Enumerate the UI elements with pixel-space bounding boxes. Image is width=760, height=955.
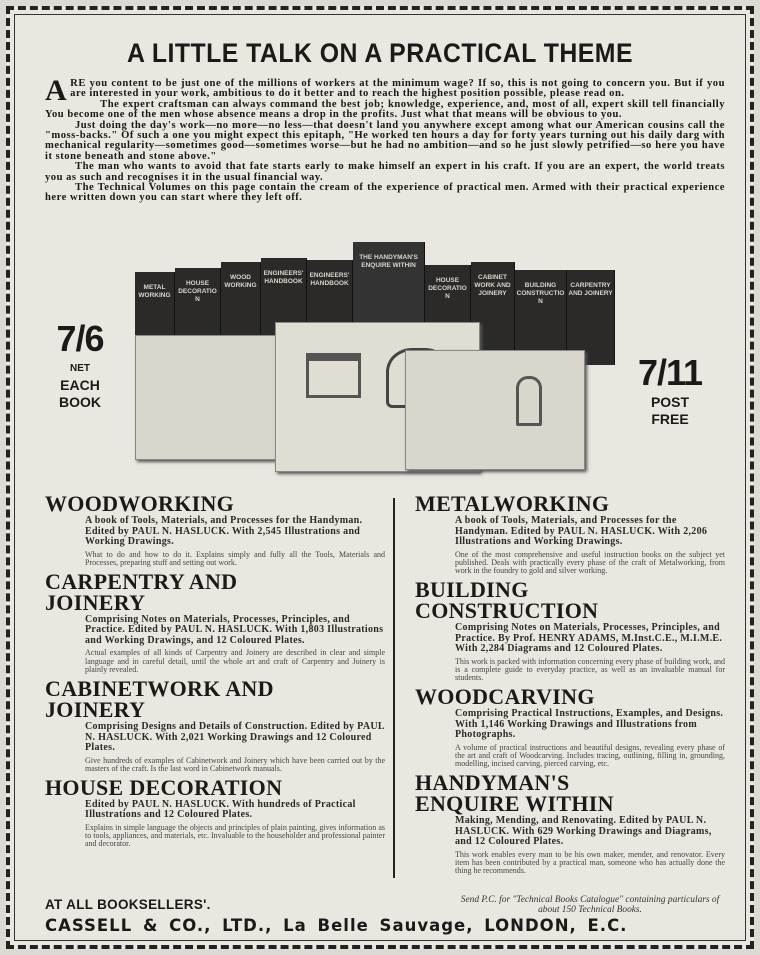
right-book-list bbox=[415, 493, 725, 879]
book-entry-woodcarving bbox=[415, 686, 725, 768]
book-note: This work enables every man to be his own maker, mender, and renovator. Every item has been contributed by a practical man, someone who has actually done the thing he recommends. bbox=[455, 849, 725, 876]
intro-paragraph: The expert craftsman can always command the best job; knowledge, experience, and, most of all, expert skill tell financially You become one of the men whose absence means a drop in the profits. Just what that means will be obvious to you. bbox=[45, 98, 725, 121]
intro-paragraph bbox=[45, 74, 725, 107]
price-label: NET bbox=[70, 363, 90, 374]
book-description: Comprising Notes on Materials, Processes, Principles, and Practice. By Prof. HENRY ADAMS, M.Inst.C.E., M.I.M.E. With 2,284 Diagrams and 12 Coloured Plates. bbox=[455, 622, 723, 655]
book-spine: ENGINEERS' HANDBOOK bbox=[307, 260, 353, 360]
catalogue-note: Send P.C. for "Technical Books Catalogue" containing particulars of about 150 Technical Books. bbox=[460, 895, 720, 915]
book-title: HANDYMAN'S ENQUIRE WITHIN bbox=[415, 770, 614, 817]
publisher-line: CASSELL & CO., LTD., La Belle Sauvage, LONDON, E.C. bbox=[45, 916, 628, 935]
book-note: Give hundreds of examples of Cabinetwork and Joinery which have been carried out by the masters of the craft. Is the last word in Cabinetwork manuals. bbox=[85, 755, 385, 773]
book-spine: HOUSE DECORATION bbox=[175, 268, 221, 362]
furniture-drawing bbox=[306, 353, 361, 398]
book-note: Explains in simple language the objects and principles of plain painting, gives information as to tools, appliances, and materials, etc. Invaluable to the householder and professional painter and decorator. bbox=[85, 822, 385, 849]
price-amount: 7/6 bbox=[56, 318, 104, 359]
book-note: This work is packed with information concerning every phase of building work, and is a complete guide to everyday practice, as well as an invaluable manual for students. bbox=[455, 656, 725, 683]
book-entry-handymans-enquire-within bbox=[415, 772, 725, 875]
book-description: Comprising Practical Instructions, Examples, and Designs. With 1,146 Working Drawings and Illustrations from Photographs. bbox=[455, 708, 724, 741]
left-book-list bbox=[45, 493, 385, 853]
book-entry-woodworking bbox=[45, 493, 385, 567]
intro-paragraph: The man who wants to avoid that fate starts early to make himself an expert in his craft. If you are an expert, the world treats you as such and recognises it in the usual financial way. bbox=[45, 161, 725, 183]
open-book-page bbox=[135, 335, 285, 460]
book-spine: CARPENTRY AND JOINERY bbox=[567, 270, 615, 365]
price-label: BOOK bbox=[59, 394, 101, 410]
book-title: HOUSE DECORATION bbox=[45, 774, 283, 800]
intro-text bbox=[45, 74, 725, 204]
price-label: POST bbox=[650, 394, 690, 410]
intro-paragraph: The Technical Volumes on this page contain the cream of the experience of practical men. Armed with their practical experience here written down you can start where they left off. bbox=[45, 182, 725, 204]
book-entry-house-decoration bbox=[45, 774, 385, 849]
book-note: Actual examples of all kinds of Carpentry and Joinery are described in clear and simple language and in careful detail, until the whole art and craft of Carpentry and Joinery is plainly revealed. bbox=[85, 648, 385, 674]
intro-paragraph-text: RE you content to be just one of the millions of workers at the minimum wage? If so, this is not going to concern you. But if you are interested in your work, ambitious to do it better and to reach the highest position possible, please read on. bbox=[70, 78, 725, 100]
book-title: WOODWORKING bbox=[45, 491, 235, 516]
book-description: Comprising Notes on Materials, Processes, Principles, and Practice. Edited by PAUL N. HASLUCK. With 1,803 Illustrations and Working Drawings, and 12 Coloured Plates. bbox=[85, 613, 384, 646]
books-photo bbox=[130, 240, 620, 485]
price-label: EACH bbox=[60, 377, 100, 393]
book-note: What to do and how to do it. Explains simply and fully all the Tools, Materials and Processes, preparing stuff and setting out work. bbox=[85, 549, 385, 567]
book-spine: BUILDING CONSTRUCTION bbox=[515, 270, 567, 365]
book-description: A book of Tools, Materials, and Processes for the Handyman. Edited by PAUL N. HASLUCK. With 2,206 Illustrations and Working Drawings. bbox=[455, 515, 708, 547]
book-note: One of the most comprehensive and useful instruction books on the subject yet published. Deals with practically every phase of the craft of Metalworking, from work in the foundry to gold and silver working. bbox=[455, 549, 725, 575]
book-title: CARPENTRY AND JOINERY bbox=[45, 568, 238, 615]
book-title: BUILDING CONSTRUCTION bbox=[415, 577, 599, 624]
book-cover: THE HANDYMAN'S ENQUIRE WITHIN bbox=[353, 242, 425, 360]
book-spine: CABINET WORK AND JOINERY bbox=[471, 262, 515, 362]
book-entry-metalworking bbox=[415, 493, 725, 575]
open-book-page bbox=[405, 350, 585, 470]
book-entry-building-construction bbox=[415, 579, 725, 682]
book-spine: ENGINEERS' HANDBOOK bbox=[261, 258, 307, 362]
drop-cap: A bbox=[45, 74, 68, 107]
price-amount: 7/11 bbox=[637, 352, 703, 393]
book-spine: WOOD WORKING bbox=[221, 262, 261, 362]
book-description: Comprising Designs and Details of Construction. Edited by PAUL N. HASLUCK. With 2,021 Working Drawings and 12 Coloured Plates. bbox=[85, 721, 385, 754]
book-title: WOODCARVING bbox=[415, 684, 595, 710]
column-divider bbox=[393, 498, 395, 878]
price-label: FREE bbox=[651, 411, 689, 427]
book-spine: METAL WORKING bbox=[135, 272, 175, 362]
book-entry-cabinetwork bbox=[45, 678, 385, 773]
price-net-each bbox=[40, 318, 120, 411]
book-description: Making, Mending, and Renovating. Edited by PAUL N. HASLUCK. With 629 Working Drawings and Diagrams, and 12 Coloured Plates. bbox=[455, 815, 712, 848]
book-description: Edited by PAUL N. HASLUCK. With hundreds of Practical Illustrations and 12 Coloured Plates. bbox=[85, 798, 356, 821]
intro-paragraph: Just doing the day's work—no more—no less—that doesn't land you anywhere except among what our American cousins call the "moss-backs." Of such a one you might expect this epitaph, "He worked ten hours a day for forty years turning out his daily darg with mechanical regularity—sometimes good—sometimes worse—but he had no ambition—and so he just slowly petrified—so here you have it stone beneath and stone above." bbox=[45, 119, 725, 162]
page-title: A LITTLE TALK ON A PRACTICAL THEME bbox=[127, 38, 633, 68]
book-note: A volume of practical instructions and beautiful designs, revealing every phase of the art and craft of Woodcarving. Includes tracing, outlining, filling in, grounding, modelling, incised carving, pierced carving, etc. bbox=[455, 742, 725, 769]
book-title: METALWORKING bbox=[415, 491, 610, 516]
machine-drawing bbox=[516, 376, 542, 426]
book-entry-carpentry bbox=[45, 568, 385, 674]
book-description: A book of Tools, Materials, and Processes for the Handyman. Edited by PAUL N. HASLUCK. With 2,545 Illustrations and Working Drawings. bbox=[85, 515, 363, 547]
price-post-free bbox=[625, 352, 715, 428]
booksellers-note: AT ALL BOOKSELLERS'. bbox=[45, 897, 211, 912]
book-title: CABINETWORK AND JOINERY bbox=[45, 676, 274, 723]
book-spine: HOUSE DECORATION bbox=[425, 265, 471, 365]
